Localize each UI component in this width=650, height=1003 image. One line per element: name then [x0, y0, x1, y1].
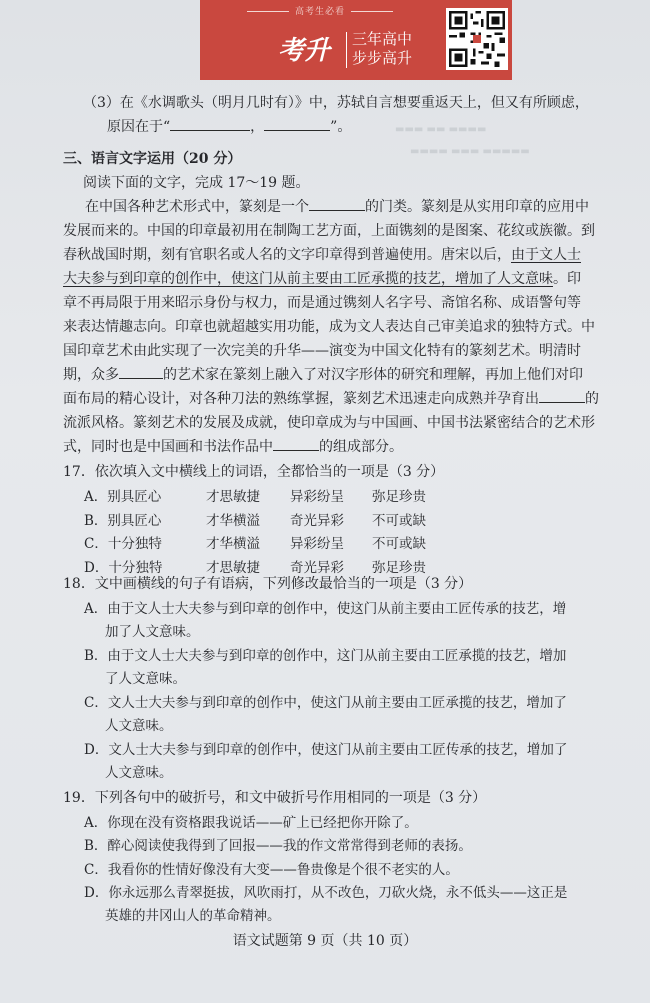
passage-line: 国印章艺术由此实现了一次完美的升华——演变为中国文化特有的篆刻艺术。明清时 [63, 343, 581, 359]
passage-line [63, 436, 403, 456]
passage-line [63, 364, 583, 384]
show-through-text: ▬▬▬ ▬▬ ▬▬▬▬ [395, 124, 487, 135]
banner-brand-logo: 考升 [278, 36, 331, 66]
section-3-heading: 三、语言文字运用（20 分） [63, 151, 242, 167]
q19-option-d[interactable]: D．你永远那么青翠挺拔，风吹雨打，从不改色，刀砍火烧，永不低头——这正是 [84, 885, 568, 901]
q17-option-d-word: 奇光异彩 [290, 560, 344, 576]
passage-text: 的 [585, 391, 599, 407]
q18-option-a-cont: 加了人文意味。 [105, 624, 200, 640]
q17-option-b-word: 奇光异彩 [290, 513, 344, 529]
q17-option-c[interactable]: C．十分独特 [84, 536, 162, 552]
q18-option-c-cont: 人文意味。 [105, 718, 173, 734]
section-3-intro: 阅读下面的文字，完成 17～19 题。 [83, 175, 310, 191]
banner-slogan [352, 30, 412, 68]
q16-3-line1: （3）在《水调歌头（明月几时有）》中，苏轼自言想要重返天上，但又有所顾虑， [83, 95, 589, 111]
banner-divider [346, 32, 347, 68]
passage-blank-1[interactable] [309, 196, 365, 211]
q18-option-c[interactable]: C．文人士大夫参与到印章的创作中，使这门从前主要由工匠承揽的技艺，增加了 [84, 695, 567, 711]
q16-3-prefix: 原因在于“ [107, 119, 171, 135]
underlined-sentence: 由于文人士 [511, 247, 581, 263]
q17-option-b[interactable]: B．别具匠心 [84, 513, 162, 529]
passage-text: 面布局的精心设计，对各种刀法的熟练掌握，篆刻艺术迅速走向成熟并孕育出 [63, 391, 539, 407]
q16-3-comma: ， [250, 119, 265, 135]
q17-option-c-word: 不可或缺 [372, 536, 426, 552]
passage-line [63, 268, 581, 288]
qr-code-icon[interactable] [446, 8, 508, 70]
q18-option-a[interactable]: A．由于文人士大夫参与到印章的创作中，使这门从前主要由工匠传承的技艺，增 [84, 601, 567, 617]
banner-slogan-line1: 三年高中 [352, 30, 413, 48]
q17-option-c-word: 异彩纷呈 [290, 536, 344, 552]
q17-option-a-word: 才思敏捷 [206, 489, 260, 505]
passage-text: 式，同时也是中国画和书法作品中 [63, 439, 273, 455]
passage-text: 。印 [553, 271, 581, 287]
q17-option-b-word: 不可或缺 [372, 513, 426, 529]
q19-option-c[interactable]: C．我看你的性情好像没有大变——鲁贵像是个很不老实的人。 [84, 862, 459, 878]
q17-option-b-word: 才华横溢 [206, 513, 260, 529]
passage-blank-2[interactable] [119, 364, 163, 379]
q18-option-b[interactable]: B．由于文人士大夫参与到印章的创作中，这门从前主要由工匠承揽的技艺，增加 [84, 648, 567, 664]
show-through-text: ▬▬▬▬ ▬▬▬ ▬▬▬▬▬ [410, 146, 530, 157]
q19-option-b[interactable]: B．醉心阅读使我得到了回报——我的作文常常得到老师的表扬。 [84, 838, 472, 854]
passage-line: 章不再局限于用来昭示身份与权力，而是通过镌刻人名字号、斋馆名称、成语警句等 [63, 295, 581, 311]
page-footer: 语文试题第 9 页（共 10 页） [232, 933, 418, 949]
passage-line: 发展而来的。中国的印章最初用在制陶工艺方面，上面镌刻的是图案、花纹或族徽。到 [63, 223, 595, 239]
passage-line [85, 196, 589, 216]
passage-blank-4[interactable] [273, 436, 319, 451]
q17-option-d-word: 弥足珍贵 [372, 560, 426, 576]
q18-option-b-cont: 了人文意味。 [105, 671, 186, 687]
q17-option-c-word: 才华横溢 [206, 536, 260, 552]
banner-slogan-line2: 步步高升 [352, 49, 413, 67]
passage-line [63, 244, 581, 264]
q18-option-d-cont: 人文意味。 [105, 765, 173, 781]
passage-line: 来表达情趣志向。印章也就超越实用功能，成为文人表达自己审美追求的独特方式。中 [63, 319, 595, 335]
passage-text: 春秋战国时期，刻有官职名或人名的文字印章得到普遍使用。唐宋以后， [63, 247, 511, 263]
passage-text: 期，众多 [63, 367, 119, 383]
banner-tagline: 高考生必看 [200, 4, 440, 17]
q17-option-a-word: 弥足珍贵 [372, 489, 426, 505]
q17-option-d[interactable]: D．十分独特 [84, 560, 163, 576]
q16-3-line2 [107, 116, 351, 136]
q16-3-suffix: ”。 [330, 119, 352, 135]
q17-stem: 17．依次填入文中横线上的词语，全都恰当的一项是（3 分） [63, 464, 445, 480]
q17-option-a[interactable]: A．别具匠心 [84, 489, 162, 505]
passage-text: 的门类。篆刻是从实用印章的应用中 [365, 199, 589, 215]
underlined-sentence: 大夫参与到印章的创作中，使这门从前主要由工匠承揽的技艺，增加了人文意味 [63, 271, 553, 287]
passage-text: 的组成部分。 [319, 439, 403, 455]
passage-line [63, 388, 599, 408]
q18-stem: 18．文中画横线的句子有语病，下列修改最恰当的一项是（3 分） [63, 576, 473, 592]
passage-line: 流派风格。篆刻艺术的发展及成就，使印章成为与中国画、中国书法紧密结合的艺术形 [63, 415, 595, 431]
q17-option-d-word: 才思敏捷 [206, 560, 260, 576]
q19-stem: 19．下列各句中的破折号，和文中破折号作用相同的一项是（3 分） [63, 790, 487, 806]
q16-3-blank-2[interactable] [264, 116, 330, 131]
q19-option-d-cont: 英雄的井冈山人的革命精神。 [105, 908, 281, 924]
q16-3-blank-1[interactable] [170, 116, 250, 131]
passage-blank-3[interactable] [539, 388, 585, 403]
passage-text: 在中国各种艺术形式中，篆刻是一个 [85, 199, 309, 215]
passage-text: 的艺术家在篆刻上融入了对汉字形体的研究和理解，再加上他们对印 [163, 367, 583, 383]
q17-option-a-word: 异彩纷呈 [290, 489, 344, 505]
q18-option-d[interactable]: D．文人士大夫参与到印章的创作中，使这门从前主要由工匠传承的技艺，增加了 [84, 742, 568, 758]
q19-option-a[interactable]: A．你现在没有资格跟我说话——矿上已经把你开除了。 [84, 815, 418, 831]
promo-banner[interactable] [200, 0, 512, 80]
